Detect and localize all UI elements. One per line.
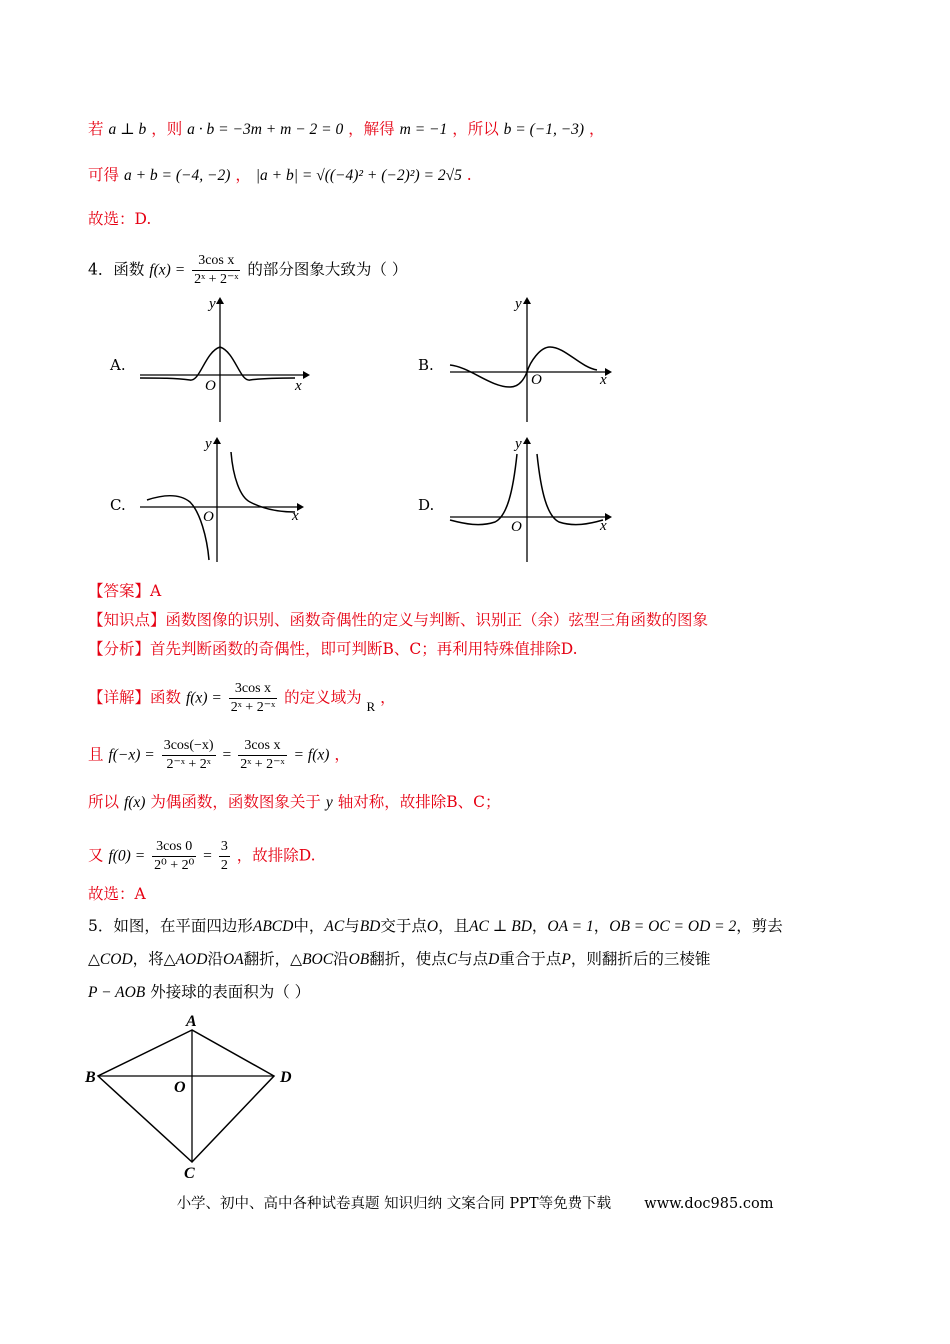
text: ，故排除D. xyxy=(236,846,316,865)
math: OB xyxy=(348,951,370,968)
curve-d-right xyxy=(537,454,603,525)
x-label: x xyxy=(295,378,302,394)
equals: = xyxy=(222,746,232,764)
curve-b xyxy=(450,347,597,387)
text: 交于点 xyxy=(380,917,427,935)
origin-label: O xyxy=(531,372,542,388)
fraction xyxy=(238,737,286,774)
text: 翻折，使点 xyxy=(369,950,447,968)
origin-label: O xyxy=(203,509,214,525)
point-a: A xyxy=(186,1013,197,1030)
text: ， xyxy=(589,120,605,138)
text: ，则 xyxy=(151,120,183,138)
curve-d-left xyxy=(450,454,517,525)
text: 函数 xyxy=(150,688,182,707)
text: 所以 xyxy=(88,793,120,811)
even-line xyxy=(88,737,350,774)
prev-solution-line-1 xyxy=(88,118,605,141)
detail-label: 【详解】 xyxy=(88,688,151,707)
answer-label: 【答案】 xyxy=(88,582,151,600)
fraction xyxy=(192,252,240,289)
math-f-zero: f(0) = xyxy=(108,847,146,865)
footer-url[interactable]: www.doc985.com xyxy=(644,1196,774,1212)
math: OB = OC = OD = 2 xyxy=(609,918,737,935)
text: . xyxy=(466,166,472,184)
denominator: 2ˣ + 2⁻ˣ xyxy=(230,700,276,715)
choose-line: 故选：A xyxy=(88,885,146,903)
math: P xyxy=(561,951,571,968)
math-b-vector: b = (−1, −3) xyxy=(503,121,585,138)
text: 的部分图象大致为（ ） xyxy=(247,260,408,279)
graph-a xyxy=(135,292,315,427)
analysis-text: 首先判断函数的奇偶性，即可判断B、C；再利用特殊值排除D. xyxy=(150,640,578,658)
text: 与 xyxy=(344,917,360,935)
math-m-value: m = −1 xyxy=(399,121,448,138)
symmetry-line xyxy=(88,791,500,814)
numerator: 3cos x xyxy=(238,737,286,756)
x-label: x xyxy=(292,508,299,524)
text: ，将 xyxy=(132,950,164,968)
analysis-line xyxy=(88,638,578,660)
fraction xyxy=(162,737,216,774)
text: ，且 xyxy=(438,917,470,935)
q5-line-2 xyxy=(88,948,710,971)
x-label: x xyxy=(600,372,607,388)
graph-b xyxy=(445,292,625,427)
text: 4．函数 xyxy=(88,260,145,279)
curve-c-left xyxy=(147,496,209,560)
text: 外接球的表面积为（ ） xyxy=(150,983,311,1001)
prev-solution-line-3: 故选：D. xyxy=(88,210,152,228)
x-axis-arrow xyxy=(303,371,310,379)
graph-d xyxy=(445,432,625,567)
denominator: 2⁻ˣ + 2ˣ xyxy=(166,757,211,772)
y-label: y xyxy=(515,296,522,312)
text: 可得 xyxy=(88,166,120,184)
denominator: 2⁰ + 2⁰ xyxy=(154,858,195,873)
text: ， xyxy=(235,166,251,184)
point-b: B xyxy=(85,1069,96,1086)
math-sum-vector: a + b = (−4, −2) xyxy=(123,167,231,184)
kp-text: 函数图像的识别、函数奇偶性的定义与判断、识别正（余）弦型三角函数的图象 xyxy=(165,611,709,629)
point-c: C xyxy=(184,1165,195,1182)
math: △AOD xyxy=(163,951,208,968)
numerator: 3cos x xyxy=(192,252,240,271)
text: 若 xyxy=(88,120,104,138)
fraction xyxy=(219,838,230,875)
math-y: y xyxy=(325,794,333,811)
math: BD xyxy=(359,918,381,935)
y-axis-arrow xyxy=(523,297,531,304)
math: D xyxy=(488,951,500,968)
quadrilateral-figure xyxy=(82,1010,307,1182)
math: AC ⊥ BD xyxy=(469,918,532,935)
text: 的定义域为 xyxy=(284,688,362,707)
math: OA xyxy=(222,951,244,968)
quadrilateral-abcd xyxy=(98,1030,274,1162)
numerator: 3cos 0 xyxy=(152,838,196,857)
y-label: y xyxy=(515,436,522,452)
text: 又 xyxy=(88,846,104,865)
y-axis-arrow xyxy=(213,437,221,444)
option-a-label[interactable]: A. xyxy=(110,356,126,374)
text: ，解得 xyxy=(348,120,395,138)
q4-stem xyxy=(88,252,407,289)
page-footer xyxy=(0,1192,950,1213)
footer-text: 小学、初中、高中各种试卷真题 知识归纳 文案合同 PPT等免费下载 xyxy=(176,1196,612,1212)
math-f-lhs: f(x) = xyxy=(149,261,186,279)
math: ABCD xyxy=(252,918,294,935)
math: AC xyxy=(324,918,345,935)
option-b-label[interactable]: B. xyxy=(418,356,434,374)
text: 5．如图，在平面四边形 xyxy=(88,917,253,935)
q5-line-1 xyxy=(88,915,783,938)
denominator: 2ˣ + 2⁻ˣ xyxy=(240,757,285,772)
text: 沿 xyxy=(333,950,349,968)
text: 轴对称，故排除B、C； xyxy=(337,793,501,811)
origin-label: O xyxy=(511,519,522,535)
curve-c-right xyxy=(231,452,295,512)
fraction xyxy=(152,838,196,875)
text: 与点 xyxy=(457,950,489,968)
text: ，所以 xyxy=(452,120,499,138)
text: 且 xyxy=(88,745,104,764)
point-o: O xyxy=(174,1079,186,1096)
kp-label: 【知识点】 xyxy=(88,611,166,629)
math-fx: f(x) xyxy=(123,794,146,811)
knowledge-point-line xyxy=(88,609,708,631)
math: △BOC xyxy=(290,951,334,968)
y-axis-arrow xyxy=(523,437,531,444)
math: O xyxy=(426,918,439,935)
math-dot-product: a · b = −3m + m − 2 = 0 xyxy=(187,121,344,138)
graph-c xyxy=(135,432,315,567)
origin-label: O xyxy=(205,378,216,394)
y-label: y xyxy=(209,296,216,312)
math-f-lhs: f(x) = xyxy=(185,689,222,707)
option-c-label[interactable]: C. xyxy=(110,496,126,514)
numerator: 3cos x xyxy=(229,680,277,699)
detail-line xyxy=(88,680,396,717)
text: 中， xyxy=(293,917,325,935)
prev-solution-line-2 xyxy=(88,164,472,187)
answer-line xyxy=(88,580,161,602)
math: C xyxy=(446,951,458,968)
denominator: 2 xyxy=(220,858,228,873)
math: △COD xyxy=(88,951,133,968)
text: ， xyxy=(334,745,350,764)
text: ， xyxy=(380,688,396,707)
math-perp: a ⊥ b xyxy=(108,121,147,138)
math-fx: = f(x) xyxy=(293,746,330,764)
text: 为偶函数，函数图象关于 xyxy=(150,793,321,811)
math-magnitude: |a + b| = √((−4)² + (−2)²) = 2√5 xyxy=(255,167,462,184)
text: ，则翻折后的三棱锥 xyxy=(570,950,711,968)
domain-r: R xyxy=(366,698,376,714)
text: 沿 xyxy=(207,950,223,968)
text: 翻折， xyxy=(243,950,291,968)
equals: = xyxy=(203,847,212,865)
y-axis-arrow xyxy=(216,297,224,304)
text: ， xyxy=(531,917,548,935)
math-f-neg-x: f(−x) = xyxy=(108,746,155,764)
analysis-label: 【分析】 xyxy=(88,640,151,658)
fraction xyxy=(229,680,277,717)
math: P − AOB xyxy=(88,984,146,1001)
q5-line-3 xyxy=(88,981,310,1004)
text: ，剪去 xyxy=(736,917,783,935)
text: ， xyxy=(593,917,610,935)
special-value-line xyxy=(88,838,316,875)
point-d: D xyxy=(280,1069,292,1086)
numerator: 3cos(−x) xyxy=(162,737,216,756)
y-label: y xyxy=(205,436,212,452)
text: 重合于点 xyxy=(499,950,562,968)
answer-value: A xyxy=(150,582,162,600)
x-label: x xyxy=(600,518,607,534)
numerator: 3 xyxy=(219,838,230,857)
math: OA = 1 xyxy=(547,918,594,935)
option-d-label[interactable]: D. xyxy=(418,496,435,514)
denominator: 2ˣ + 2⁻ˣ xyxy=(194,272,239,287)
